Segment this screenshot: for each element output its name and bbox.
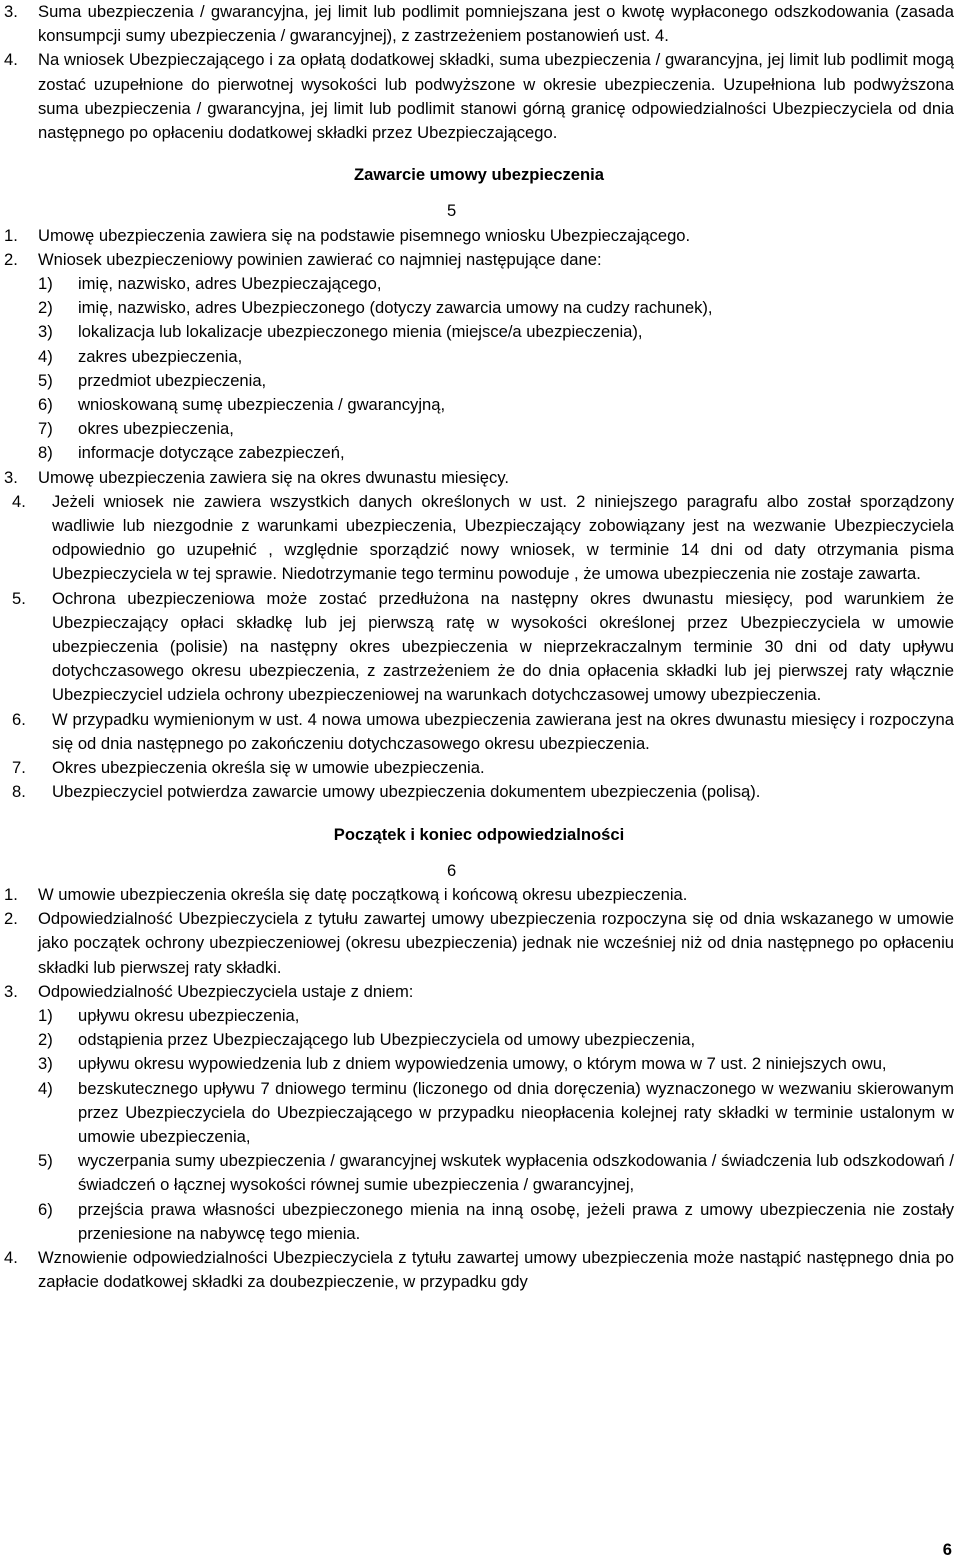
page-number: 6 <box>942 1539 952 1559</box>
item-text: Ubezpieczyciel potwierdza zawarcie umowy ubezpieczenia dokumentem ubezpieczenia (polisą). <box>52 782 761 802</box>
clause-number: 3. <box>4 2 18 21</box>
clause-text: W umowie ubezpieczenia określa się datę początkową i końcową okresu ubezpieczenia. <box>38 884 688 904</box>
item-text: Okres ubezpieczenia określa się w umowie ubezpieczenia. <box>52 758 485 778</box>
item-number: 5) <box>38 1151 53 1171</box>
clause-text: Wznowienie odpowiedzialności Ubezpieczyciela z tytułu zawartej umowy ubezpieczenia może nastąpić następnego dnia po zapłacie dodatkowej składki za doubezpieczenie, w przypadku gdy <box>38 1247 954 1292</box>
list-item <box>4 272 954 296</box>
section-5-title: Zawarcie umowy ubezpieczenia <box>354 165 604 185</box>
list-item <box>4 369 954 393</box>
item-number: 2) <box>38 1030 53 1050</box>
item-text: odstąpienia przez Ubezpieczającego lub Ubezpieczyciela od umowy ubezpieczenia, <box>78 1030 696 1050</box>
item-number: 6) <box>38 1199 53 1219</box>
clause-text: Suma ubezpieczenia / gwarancyjna, jej limit lub podlimit pomniejszana jest o kwotę wypłaconego odszkodowania (zasada konsumpcji sumy ubezpieczenia / gwarancyjnej), z zastrzeżeniem postanowień ust. 4. <box>38 2 954 46</box>
s5-clause-2 <box>4 248 954 272</box>
s6-clause-2 <box>4 907 954 980</box>
item-number: 4. <box>12 491 26 511</box>
item-text: przedmiot ubezpieczenia, <box>78 370 267 390</box>
item-number: 8. <box>12 782 26 802</box>
item-number: 4) <box>38 1078 53 1098</box>
clause-number: 2. <box>4 249 18 269</box>
clause <box>4 490 954 587</box>
item-number: 7. <box>12 758 26 778</box>
item-text: bezskutecznego upływu 7 dniowego terminu (liczonego od dnia doręczenia) wyznaczonego w wezwaniu skierowanym przez Ubezpieczyciela do Ubezpieczającego w przypadku nieopłacenia kolejnej raty składki w terminie ustalonym w umowie ubezpieczenia, <box>78 1078 954 1146</box>
clause-text: Umowę ubezpieczenia zawiera się na podstawie pisemnego wniosku Ubezpieczającego. <box>38 225 691 245</box>
item-text: Jeżeli wniosek nie zawiera wszystkich danych określonych w ust. 2 niniejszego paragrafu albo został sporządzony wadliwie lub niezgodnie z warunkami ubezpieczenia, Ubezpieczający zobowiązany jest na wezwanie Ubezpieczyciela odpowiednio go uzupełnić , względnie sporządzić nowy wniosek, w terminie 14 dni od daty otrzymania pisma Ubezpieczyciela w tej sprawie. Niedotrzymanie tego terminu powoduje , że umowa ubezpieczenia nie zostaje zawarta. <box>52 491 954 584</box>
clause-number: 4. <box>4 50 18 70</box>
list-item <box>4 393 954 417</box>
item-text: wyczerpania sumy ubezpieczenia / gwarancyjnej wskutek wypłacenia odszkodowania / świadczenia lub odszkodowań / świadczeń o łącznej wysokości równej sumie ubezpieczenia / gwarancyjnej, <box>78 1151 954 1195</box>
item-text: Ochrona ubezpieczeniowa może zostać przedłużona na następny okres dwunastu miesięcy, pod warunkiem że Ubezpieczający opłaci składkę lub jej pierwszą ratę w wysokości określonej przez Ubezpieczyciela w umowie ubezpieczenia (polisie) na następny okres ubezpieczenia w nieprzekraczalnym terminie 30 dni od daty upływu dotychczasowego okresu ubezpieczenia, z zastrzeżeniem że do dnia opłacenia składki lub jej pierwszej raty włącznie Ubezpieczyciel udziela ochrony ubezpieczeniowej na warunkach dotychczasowej umowy ubezpieczenia. <box>52 588 954 705</box>
clause-number: 1. <box>4 225 18 245</box>
s6-clause-3-list <box>4 1004 954 1246</box>
clause-text: Odpowiedzialność Ubezpieczyciela z tytułu zawartej umowy ubezpieczenia rozpoczyna się od dnia wskazanego w umowie jako początek ochrony ubezpieczeniowej (okresu ubezpieczenia) jednak nie wcześniej niż od dnia następnego po opłaceniu składki lub pierwszej raty składki. <box>38 909 954 977</box>
item-number: 5) <box>38 370 53 390</box>
clause <box>4 780 954 804</box>
list-item <box>4 1198 954 1246</box>
clause-text: Odpowiedzialność Ubezpieczyciela ustaje z dniem: <box>38 981 414 1001</box>
item-number: 6) <box>38 395 53 415</box>
item-text: imię, nazwisko, adres Ubezpieczającego, <box>78 274 382 294</box>
list-item <box>4 320 954 344</box>
s5-clause-3 <box>4 466 954 490</box>
item-text: upływu okresu ubezpieczenia, <box>78 1005 300 1025</box>
s6-clause-3 <box>4 980 954 1004</box>
clause-text: Na wniosek Ubezpieczającego i za opłatą dodatkowej składki, suma ubezpieczenia / gwarancyjna, jej limit lub podlimit mogą zostać uzupełnione do pierwotnej wysokości lub podwyższone w okresie ubezpieczenia. Uzupełniona lub podwyższona suma ubezpieczenia / gwarancyjna, jej limit lub podlimit stanowi górną granicę odpowiedzialności Ubezpieczyciela od dnia następnego po opłaceniu dodatkowej składki przez Ubezpieczającego. <box>38 50 954 143</box>
list-item <box>4 1052 954 1076</box>
item-number: 1) <box>38 1005 53 1025</box>
item-number: 3) <box>38 322 53 342</box>
item-number: 8) <box>38 443 53 463</box>
section-5-paragraph-mark: 5 <box>447 201 457 221</box>
item-number: 4) <box>38 346 53 366</box>
item-number: 5. <box>12 588 26 608</box>
list-item <box>4 441 954 465</box>
item-number: 2) <box>38 298 53 318</box>
item-text: okres ubezpieczenia, <box>78 419 234 439</box>
item-text: przejścia prawa własności ubezpieczonego mienia na inną osobę, jeżeli prawa z umowy ubezpieczenia nie zostały przeniesione na nabywcę tego mienia. <box>78 1199 954 1243</box>
item-number: 7) <box>38 419 53 439</box>
clause-number: 3. <box>4 981 18 1001</box>
clause-3 <box>4 0 954 48</box>
list-item <box>4 345 954 369</box>
item-text: zakres ubezpieczenia, <box>78 346 243 366</box>
item-number: 6. <box>12 709 26 729</box>
s5-clauses-rest <box>4 490 954 805</box>
item-text: imię, nazwisko, adres Ubezpieczonego (dotyczy zawarcia umowy na cudzy rachunek), <box>78 298 713 318</box>
s6-clause-1 <box>4 883 954 907</box>
item-text: upływu okresu wypowiedzenia lub z dniem wypowiedzenia umowy, o którym mowa w 7 ust. 2 niniejszych owu, <box>78 1054 887 1074</box>
clause-text: Umowę ubezpieczenia zawiera się na okres dwunastu miesięcy. <box>38 467 509 487</box>
list-item <box>4 1077 954 1150</box>
section-6-title: Początek i koniec odpowiedzialności <box>333 824 625 844</box>
item-text: lokalizacja lub lokalizacje ubezpieczonego mienia (miejsce/a ubezpieczenia), <box>78 322 643 342</box>
clause-number: 1. <box>4 884 18 904</box>
clause-number: 2. <box>4 909 18 929</box>
item-number: 3) <box>38 1054 53 1074</box>
item-number: 1) <box>38 274 53 294</box>
clause-number: 3. <box>4 467 18 487</box>
list-item <box>4 1004 954 1028</box>
section-6-paragraph-mark: 6 <box>447 860 457 880</box>
list-item <box>4 417 954 441</box>
clause <box>4 708 954 756</box>
clause-4 <box>4 48 954 145</box>
clause <box>4 587 954 708</box>
s5-clause-1 <box>4 224 954 248</box>
list-item <box>4 1028 954 1052</box>
clause-text: Wniosek ubezpieczeniowy powinien zawierać co najmniej następujące dane: <box>38 249 602 269</box>
item-text: informacje dotyczące zabezpieczeń, <box>78 443 345 463</box>
list-item <box>4 1149 954 1197</box>
s6-clause-4 <box>4 1246 954 1294</box>
clause-number: 4. <box>4 1247 18 1267</box>
item-text: W przypadku wymienionym w ust. 4 nowa umowa ubezpieczenia zawierana jest na okres dwunastu miesięcy i rozpoczyna się od dnia następnego po zakończeniu dotychczasowego okresu ubezpieczenia. <box>52 709 954 753</box>
list-item <box>4 296 954 320</box>
s5-clause-2-list <box>4 272 954 466</box>
clause <box>4 756 954 780</box>
item-text: wnioskowaną sumę ubezpieczenia / gwarancyjną, <box>78 395 446 415</box>
